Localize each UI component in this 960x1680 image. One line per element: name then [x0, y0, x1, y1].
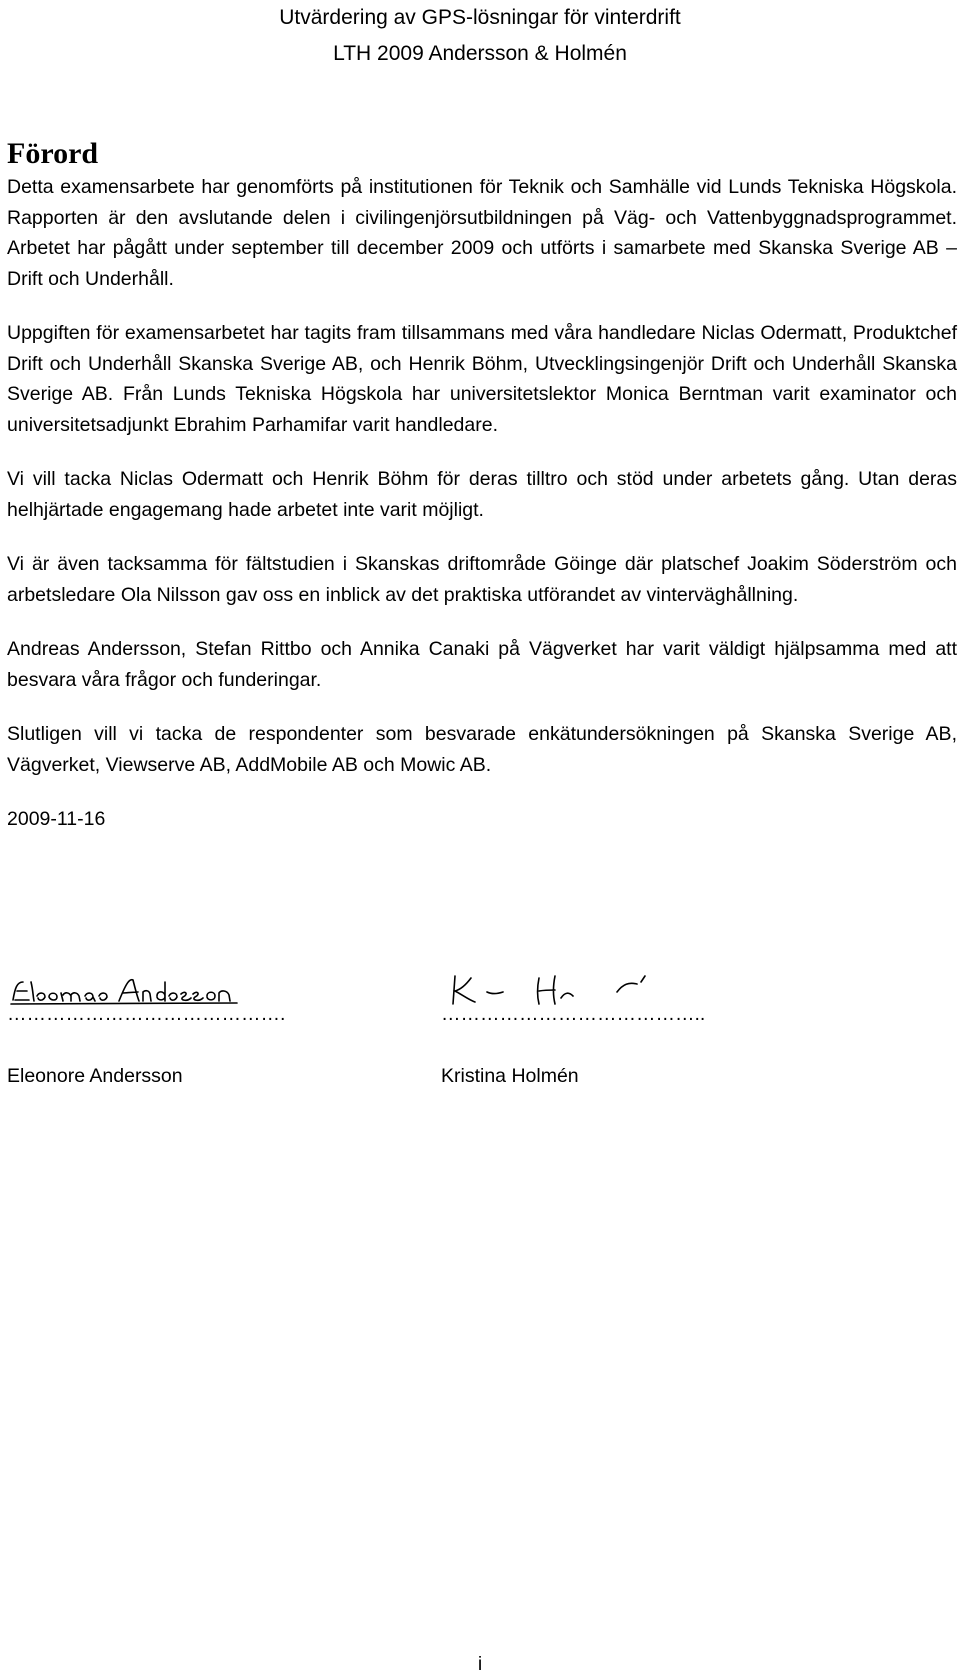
- paragraph-assignment: Uppgiften för examensarbetet har tagits fram tillsammans med våra handledare Niclas Odermatt, Produktchef Drift och Underhåll Skanska Sverige AB, och Henrik Böhm, Utvecklingsingenjör Drift och Underhåll Skanska Sverige AB. Från Lunds Tekniska Högskola har universitetslektor Monica Berntman varit examinator och universitetsadjunkt Ebrahim Parhamifar varit handledare.: [7, 322, 957, 436]
- section-heading: Förord: [7, 137, 99, 170]
- document-body: [7, 136, 957, 859]
- header-subtitle: LTH 2009 Andersson & Holmén: [333, 42, 627, 65]
- page-header: [0, 0, 960, 72]
- paragraph-field-study: Vi är även tacksamma för fältstudien i Skanskas driftområde Göinge där platschef Joakim Söderström och arbetsledare Ola Nilsson gav oss en inblick av det praktiska utförandet av vinterväghållning.: [7, 553, 957, 606]
- signature-row: [7, 970, 957, 1090]
- paragraph-intro: Detta examensarbete har genomförts på institutionen för Teknik och Samhälle vid Lunds Tekniska Högskola. Rapporten är den avslutande delen i civilingenjörsutbildningen på Väg- och Vattenbyggnadsprogrammet. Arbetet har pågått under september till december 2009 och utförts i samarbete med Skanska Sverige AB – Drift och Underhåll.: [7, 176, 957, 290]
- signature-block-holmen: [441, 970, 781, 1090]
- page-number: i: [477, 1653, 483, 1675]
- signatory-name-andersson: Eleonore Andersson: [7, 1065, 183, 1087]
- header-title: Utvärdering av GPS-lösningar för vinterdrift: [279, 6, 681, 29]
- signatory-name-holmen: Kristina Holmén: [441, 1065, 579, 1087]
- signature-line-andersson: …………………………………….: [7, 1003, 286, 1025]
- signature-line-holmen: …………………………………..: [441, 1003, 706, 1025]
- paragraph-respondents: Slutligen vill vi tacka de respondenter som besvarade enkätundersökningen på Skanska Sverige AB, Vägverket, Viewserve AB, AddMobile AB och Mowic AB.: [7, 723, 957, 776]
- signature-block-andersson: [7, 970, 347, 1090]
- paragraph-vagverket: Andreas Andersson, Stefan Rittbo och Annika Canaki på Vägverket har varit väldigt hjälpsamma med att besvara våra frågor och funderingar.: [7, 638, 957, 691]
- document-date: 2009-11-16: [7, 808, 106, 830]
- paragraph-thanks-supervisors: Vi vill tacka Niclas Odermatt och Henrik Böhm för deras tilltro och stöd under arbetets gång. Utan deras helhjärtade engagemang hade arbetet inte varit möjligt.: [7, 468, 957, 521]
